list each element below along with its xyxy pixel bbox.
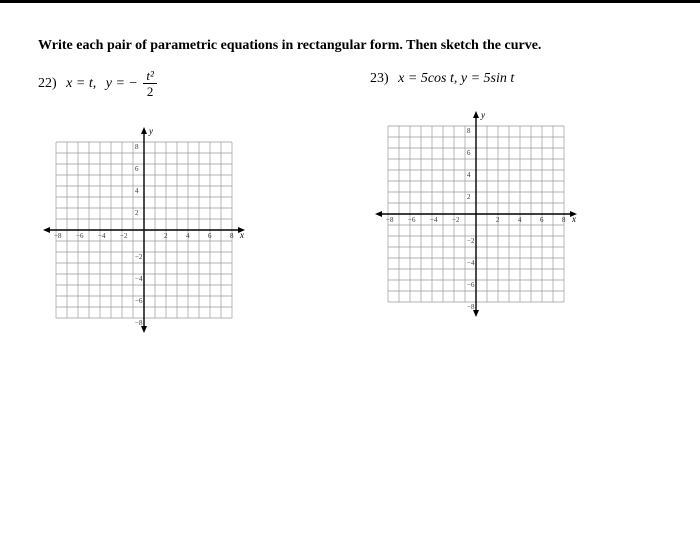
y-tick-label: 6 (135, 165, 139, 173)
y-axis-label: y (481, 110, 485, 120)
y-tick-label: 8 (135, 143, 139, 151)
problem-22-fraction (143, 68, 157, 100)
instructions-heading: Write each pair of parametric equations in rectangular form. Then sketch the curve. (38, 38, 542, 53)
x-tick-label: −2 (120, 232, 128, 240)
y-tick-label: −4 (135, 275, 143, 283)
y-tick-label: −8 (135, 319, 143, 327)
page-top-border (0, 0, 700, 3)
y-tick-label: −8 (467, 303, 475, 311)
y-tick-label: −2 (467, 237, 475, 245)
x-axis-left-arrow (375, 211, 382, 217)
x-tick-label: −8 (54, 232, 62, 240)
x-tick-label: 6 (208, 232, 212, 240)
x-axis-left-arrow (43, 227, 50, 233)
y-tick-label: 6 (467, 149, 471, 157)
x-tick-label: −6 (408, 216, 416, 224)
y-tick-label: −6 (135, 297, 143, 305)
y-tick-label: 4 (135, 187, 139, 195)
y-tick-label: −6 (467, 281, 475, 289)
y-tick-label: 2 (135, 209, 139, 217)
problem-22 (38, 68, 157, 100)
y-axis-down-arrow (473, 310, 479, 317)
x-axis-label: x (240, 230, 244, 240)
x-tick-label: −4 (98, 232, 106, 240)
y-tick-label: 4 (467, 171, 471, 179)
problem-22-y-equation-prefix: y = − (105, 76, 138, 92)
coordinate-grid-23[interactable] (370, 106, 590, 321)
y-tick-label: −2 (135, 253, 143, 261)
fraction-denominator: 2 (146, 84, 154, 99)
x-tick-label: −4 (430, 216, 438, 224)
fraction-numerator: t² (143, 68, 157, 84)
problem-23-number: 23) (370, 71, 389, 86)
y-axis-label: y (149, 126, 153, 136)
problem-23-equation: x = 5cos t, y = 5sin t (398, 71, 515, 86)
x-tick-label: 2 (496, 216, 500, 224)
y-tick-label: −4 (467, 259, 475, 267)
x-tick-label: 8 (562, 216, 566, 224)
x-tick-label: −8 (386, 216, 394, 224)
x-tick-label: 4 (518, 216, 522, 224)
y-axis-down-arrow (141, 326, 147, 333)
x-tick-label: −2 (452, 216, 460, 224)
y-axis-up-arrow (141, 127, 147, 134)
x-tick-label: 6 (540, 216, 544, 224)
problem-22-x-equation: x = t, (66, 76, 97, 92)
y-tick-label: 2 (467, 193, 471, 201)
y-axis-up-arrow (473, 111, 479, 118)
x-tick-label: −6 (76, 232, 84, 240)
coordinate-grid-22[interactable] (38, 122, 258, 337)
x-tick-label: 2 (164, 232, 168, 240)
x-tick-label: 4 (186, 232, 190, 240)
problem-22-number: 22) (38, 76, 57, 92)
x-tick-label: 8 (230, 232, 234, 240)
problem-23 (370, 71, 514, 87)
y-tick-label: 8 (467, 127, 471, 135)
x-axis-label: x (572, 214, 576, 224)
